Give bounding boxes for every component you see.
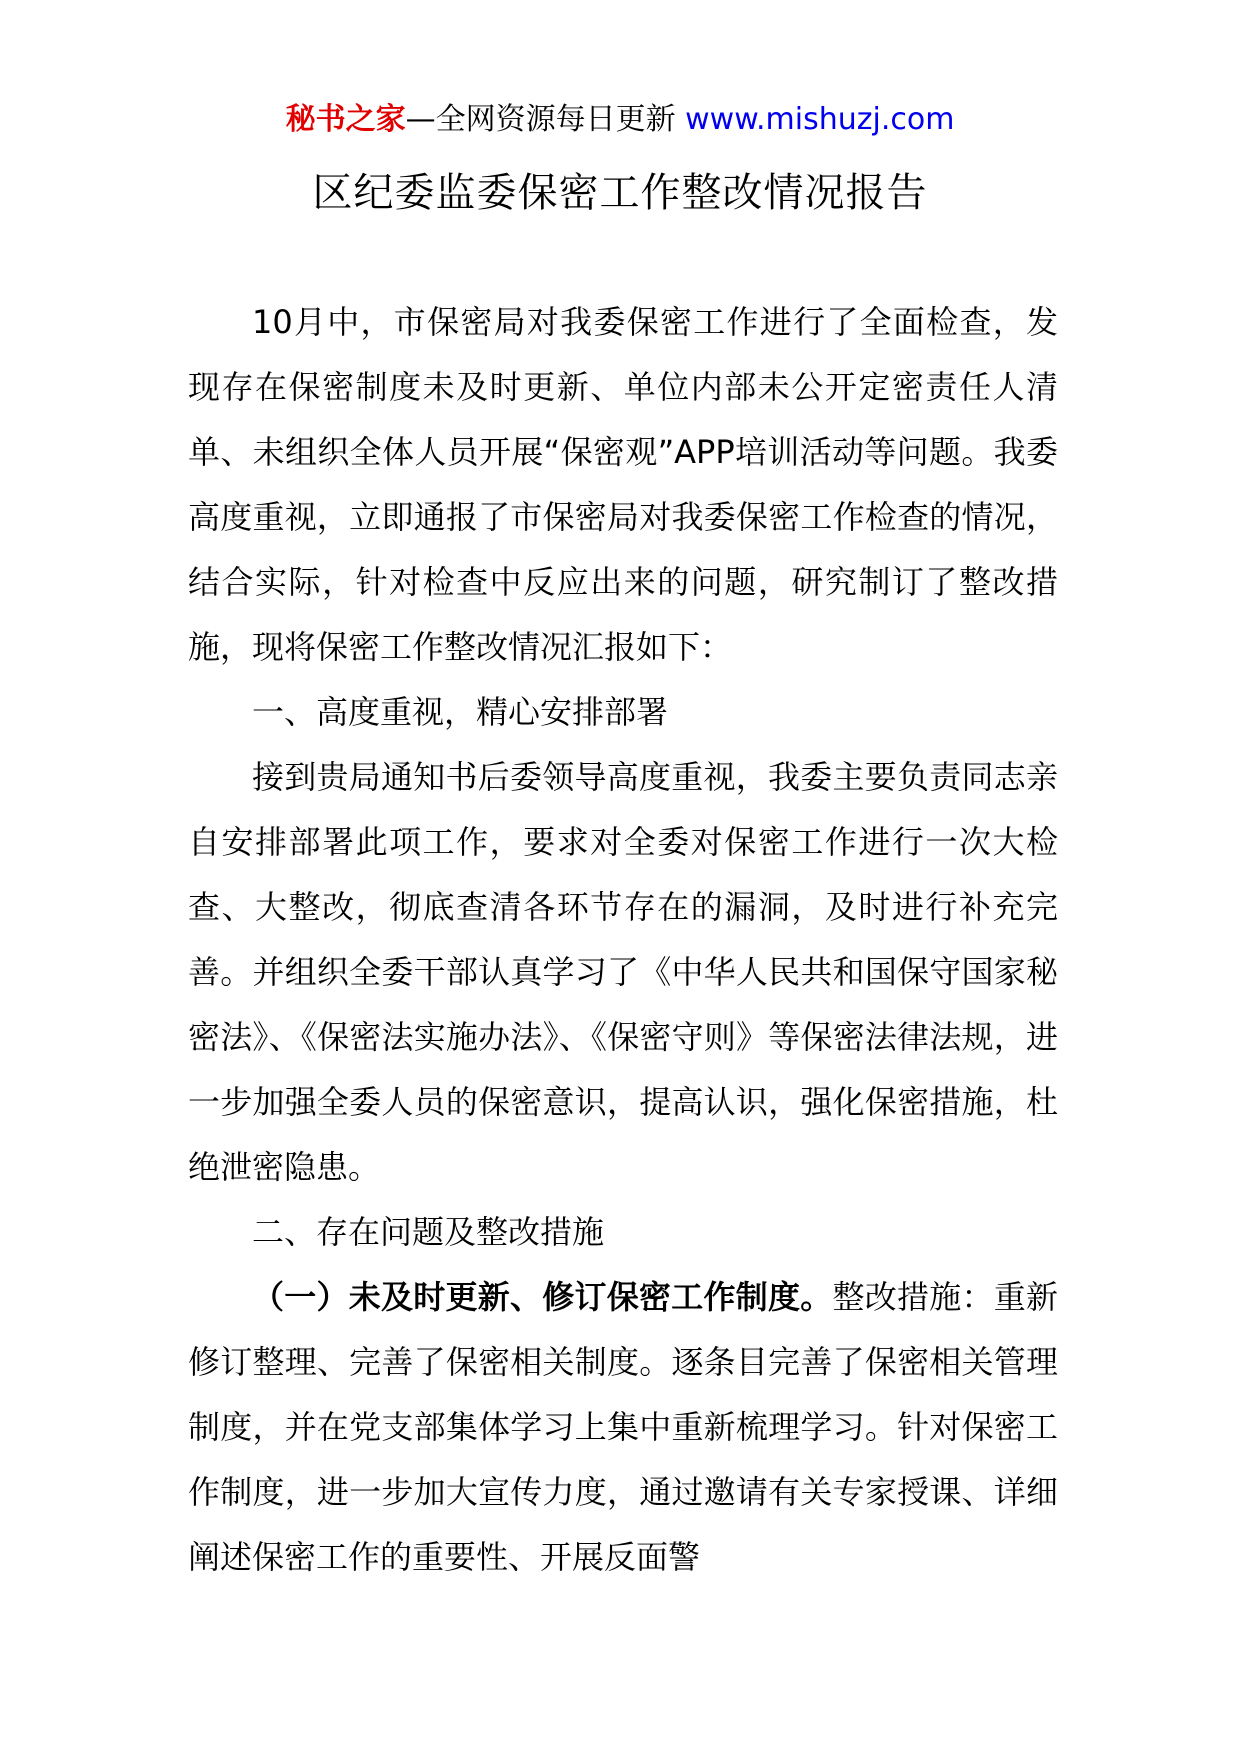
item-1-body: 整改措施：重新修订整理、完善了保密相关制度。逐条目完善了保密相关管理制度，并在党支部集体学习上集中重新梳理学习。针对保密工作制度，进一步加大宣传力度，通过邀请有关专家授课、详细阐述保密工作的重要性、开展反面警 (188, 1278, 1058, 1576)
header-tagline: —全网资源每日更新 (405, 102, 676, 137)
section-heading-1: 一、高度重视，精心安排部署 (252, 693, 669, 731)
document-title: 区纪委监委保密工作整改情况报告 (312, 170, 928, 216)
item-1-paragraph (188, 1265, 1058, 1590)
brand-name: 秘书之家 (285, 102, 406, 137)
intro-paragraph: 10月中，市保密局对我委保密工作进行了全面检查，发现存在保密制度未及时更新、单位内部未公开定密责任人清单、未组织全体人员开展“保密观”APP培训活动等问题。我委高度重视，立即通报了市保密局对我委保密工作检查的情况，结合实际，针对检查中反应出来的问题，研究制订了整改措施，现将保密工作整改情况汇报如下： (188, 303, 1058, 666)
site-url-link[interactable]: www.mishuzj.com (685, 102, 955, 137)
watermark-header (0, 100, 1240, 140)
document-body (188, 290, 1058, 1590)
section-heading-2: 二、存在问题及整改措施 (252, 1213, 605, 1251)
section-1-paragraph: 接到贵局通知书后委领导高度重视，我委主要负责同志亲自安排部署此项工作，要求对全委对保密工作进行一次大检查、大整改，彻底查清各环节存在的漏洞，及时进行补充完善。并组织全委干部认真学习了《中华人民共和国保守国家秘密法》、《保密法实施办法》、《保密守则》等保密法律法规，进一步加强全委人员的保密意识，提高认识，强化保密措施，杜绝泄密隐患。 (188, 758, 1058, 1186)
item-1-title: （一）未及时更新、修订保密工作制度。 (252, 1278, 833, 1316)
